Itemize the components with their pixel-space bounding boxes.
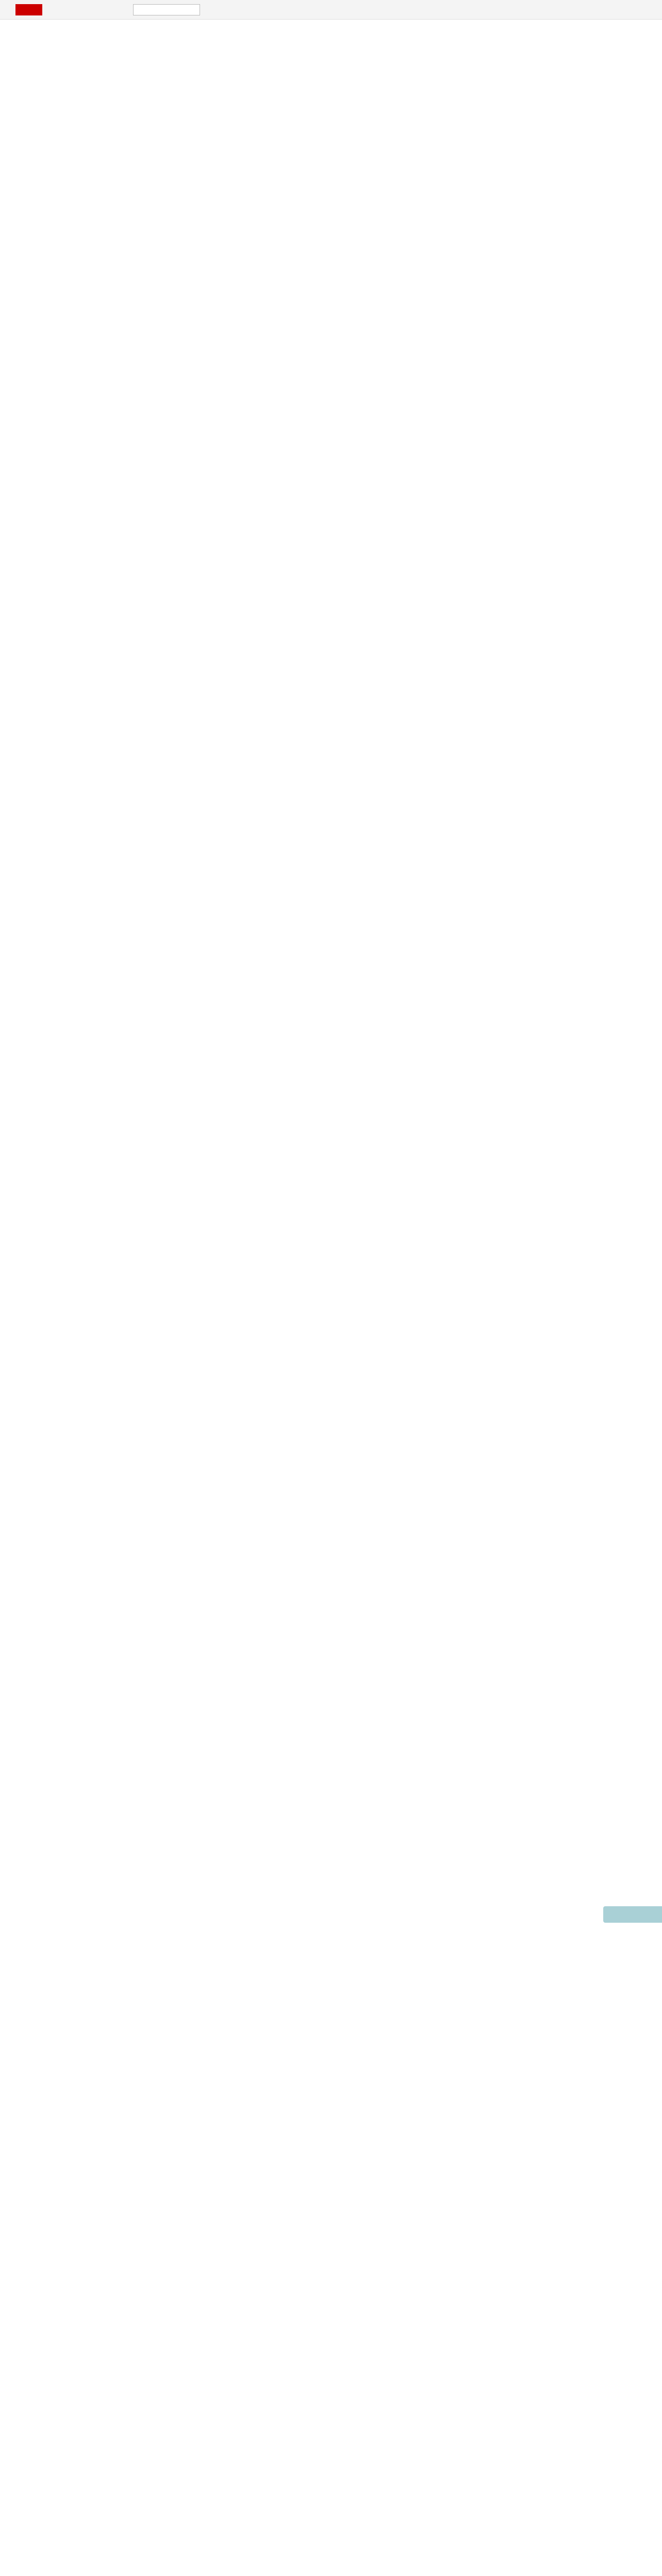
episode-body: [166, 158, 496, 442]
nav-item-1[interactable]: [49, 6, 70, 13]
episode-pager: [0, 88, 662, 98]
body-paragraph: [166, 207, 496, 219]
top-navbar: [0, 0, 662, 20]
body-paragraph: [166, 430, 496, 442]
body-paragraph: [166, 232, 496, 244]
nav-item-3[interactable]: [105, 6, 126, 13]
body-paragraph: [166, 158, 496, 170]
body-paragraph: [166, 380, 496, 393]
body-paragraph: [166, 306, 496, 318]
episode-title: [0, 111, 662, 132]
body-paragraph: [166, 281, 496, 294]
body-paragraph: [166, 331, 496, 343]
meta-line-3: [152, 48, 662, 58]
episode-number: [482, 111, 513, 119]
body-paragraph: [166, 257, 496, 269]
search-input[interactable]: [133, 4, 200, 15]
work-meta: [0, 20, 662, 67]
nav-item-2[interactable]: [77, 6, 98, 13]
meta-line-1: [152, 30, 662, 39]
side-tab-button[interactable]: [603, 1906, 662, 1923]
meta-line-4: [152, 58, 662, 67]
body-paragraph: [166, 182, 496, 195]
body-paragraph: [166, 405, 496, 417]
meta-line-2[interactable]: [152, 39, 662, 48]
body-paragraph: [166, 355, 496, 368]
nav-login-button[interactable]: [15, 4, 42, 15]
